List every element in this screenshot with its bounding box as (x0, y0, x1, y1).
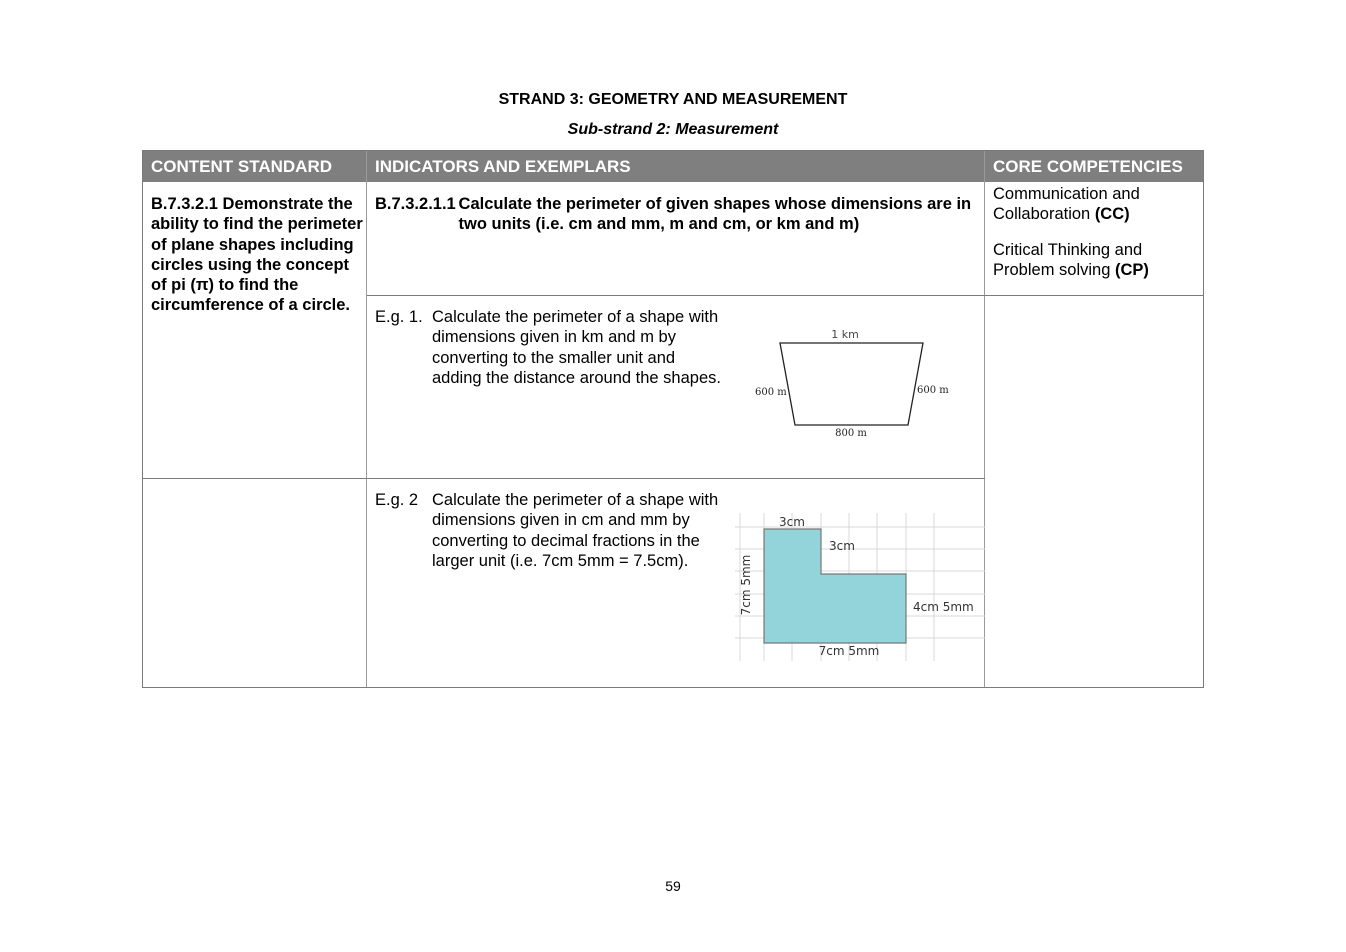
competency-cp-abbr: (CP) (1114, 261, 1149, 280)
indicator-text: Calculate the perimeter of given shapes whose dimensions are in two units (i.e. cm and mm, m and cm, or km and m) (458, 195, 972, 234)
trapezoid-top-label: 1 km (831, 328, 859, 341)
l-shape-top-label: 3cm (779, 515, 805, 529)
example-1 (375, 307, 735, 427)
l-shape-bottom-label: 7cm 5mm (818, 644, 880, 658)
example-1-label: E.g. 1. (375, 308, 423, 326)
competency-cp-text: Critical Thinking and Problem solving (993, 241, 1143, 280)
content-standard-text: B.7.3.2.1 Demonstrate the ability to find the perimeter of plane shapes including circles using the concept of pi (π) to find the circumference of a circle. (151, 195, 363, 315)
l-shape-inner-label: 3cm (829, 539, 855, 553)
header-content-standard: CONTENT STANDARD (143, 151, 367, 182)
indicator-code: B.7.3.2.1.1 (375, 195, 456, 213)
l-shape-left-label: 7cm 5mm (739, 554, 753, 616)
curriculum-table (142, 150, 1204, 688)
trapezoid-left-label: 600 m (755, 387, 787, 398)
competency-cc-abbr: (CC) (1094, 205, 1130, 224)
divider-row-1 (367, 295, 1203, 296)
example-2-text: Calculate the perimeter of a shape with dimensions given in cm and mm by converting to decimal fractions in the larger unit (i.e. 7cm 5mm = 7.5cm). (432, 491, 719, 570)
header-indicators: INDICATORS AND EXEMPLARS (367, 151, 985, 182)
divider-row-2 (143, 478, 985, 479)
strand-title: STRAND 3: GEOMETRY AND MEASUREMENT (498, 91, 848, 108)
competency-cp (993, 240, 1198, 281)
trapezoid-figure (751, 323, 951, 443)
competency-cc-text: Communication and Collaboration (993, 185, 1140, 224)
example-2-label: E.g. 2 (375, 491, 419, 509)
header-core-competencies: CORE COMPETENCIES (985, 151, 1203, 182)
trapezoid-right-label: 600 m (917, 385, 949, 396)
trapezoid-shape (780, 343, 923, 425)
l-shape-right-label: 4cm 5mm (913, 600, 974, 614)
indicator (375, 194, 975, 235)
l-shape-figure (735, 513, 985, 663)
trapezoid-bottom-label: 800 m (835, 428, 867, 439)
example-1-text: Calculate the perimeter of a shape with dimensions given in km and m by converting to the smaller unit and adding the distance around the shapes. (432, 308, 721, 387)
page-number: 59 (665, 878, 681, 894)
example-2 (375, 490, 735, 610)
divider-col-1 (366, 151, 367, 687)
competency-cc (993, 184, 1198, 225)
substrand-title: Sub-strand 2: Measurement (567, 121, 779, 138)
